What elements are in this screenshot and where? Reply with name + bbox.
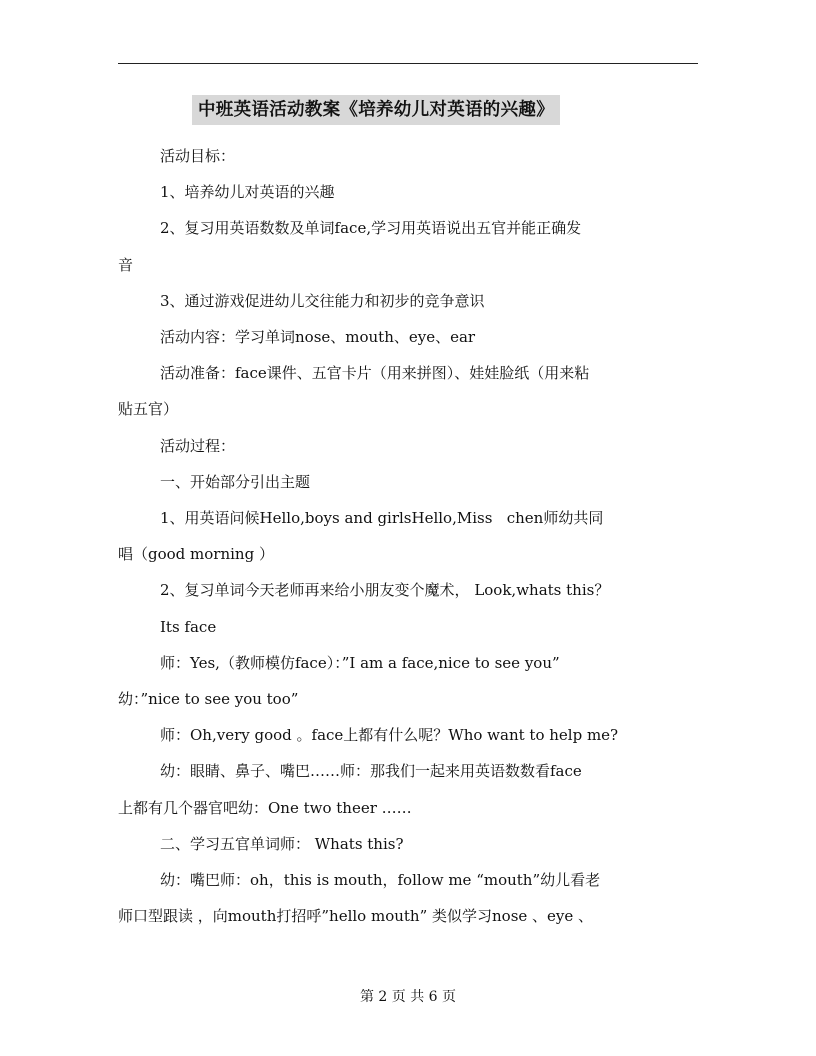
page-footer: 第 2 页 共 6 页 bbox=[359, 989, 457, 1005]
body-line: 幼：”nice to see you too” bbox=[118, 690, 299, 709]
body-line: 贴五官） bbox=[118, 400, 179, 419]
body-line: 一、开始部分引出主题 bbox=[160, 472, 311, 491]
body-line: 活动目标： bbox=[160, 147, 236, 165]
body-line: 幼：嘴巴师：oh，this is mouth，follow me “mouth”幼儿看老 bbox=[160, 871, 601, 890]
body-line: 二、学习五官单词师： Whats this? bbox=[160, 834, 404, 853]
body-line: 活动准备：face课件、五官卡片（用来拼图）、娃娃脸纸（用来粘 bbox=[160, 364, 590, 383]
body-line: 师口型跟读 ，向mouth打招呼”hello mouth” 类似学习nose 、eye 、 bbox=[118, 907, 594, 926]
body-line: 1、培养幼儿对英语的兴趣 bbox=[160, 183, 335, 202]
document-body bbox=[118, 138, 708, 934]
body-line: 活动内容：学习单词nose、mouth、eye、ear bbox=[160, 328, 476, 347]
body-line: 唱（good morning ） bbox=[118, 545, 274, 564]
body-line: 活动过程： bbox=[160, 436, 236, 455]
body-line: 音 bbox=[118, 255, 134, 274]
body-line: 2、复习用英语数数及单词face,学习用英语说出五官并能正确发 bbox=[160, 219, 582, 238]
body-line: 幼：眼睛、鼻子、嘴巴……师：那我们一起来用英语数数看face bbox=[160, 762, 582, 781]
body-line: 3、通过游戏促进幼儿交往能力和初步的竞争意识 bbox=[160, 291, 485, 310]
body-line: 1、用英语问候Hello,boys and girlsHello,Miss chen师幼共同 bbox=[160, 509, 604, 528]
body-line: 2、复习单词今天老师再来给小朋友变个魔术， Look,whats this？ bbox=[160, 581, 610, 600]
header-rule bbox=[118, 63, 698, 64]
body-line: Its face bbox=[160, 617, 217, 636]
body-line: 上都有几个器官吧幼：One two theer …… bbox=[118, 798, 412, 817]
body-line: 师：Yes,（教师模仿face）：”I am a face,nice to see you” bbox=[160, 653, 560, 672]
body-line: 师：Oh,very good 。face上都有什么呢？Who want to help me? bbox=[160, 726, 619, 745]
document-title: 中班英语活动教案《培养幼儿对英语的兴趣》 bbox=[192, 95, 560, 125]
